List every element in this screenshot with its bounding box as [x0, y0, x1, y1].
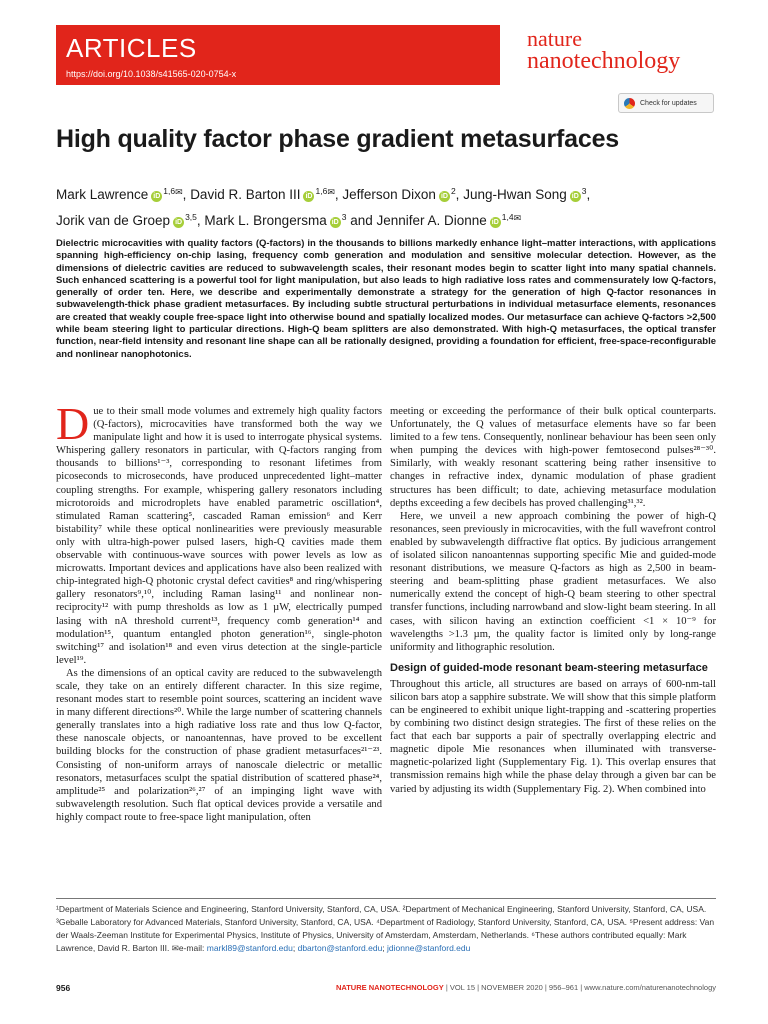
email-icon[interactable]: ✉ — [513, 213, 522, 223]
email-icon[interactable]: ✉ — [327, 187, 335, 197]
affiliations-footnote: ¹Department of Materials Science and Engineering, Stanford University, Stanford, CA, USA. ²Department of Mechanical Engineering, Stanford University, Stanford, CA, USA. ³Geballe Laboratory for Advanced Materials, Stanford University, Stanford, CA, USA. ⁴Department of Radiology, Stanford University, Stanford, CA, USA. ⁵Present address: Van der Waals-Zeeman Institute for Experimental Physics, Institute of Physics, University of Amsterdam, Amsterdam, Netherlands. ⁶These authors contributed equally: Mark Lawrence, David R. Barton III. ✉e-mail: markl89@stanford.edu; dbarton@stanford.edu; jdionne@stanford.edu — [56, 904, 715, 953]
body-column-right — [390, 405, 716, 796]
check-for-updates-button[interactable] — [618, 93, 714, 113]
author[interactable] — [190, 187, 335, 202]
email-link[interactable]: jdionne@stanford.edu — [387, 943, 471, 953]
orcid-icon[interactable]: iD — [175, 219, 183, 226]
section-banner — [56, 25, 500, 85]
orcid-icon[interactable]: iD — [571, 193, 579, 200]
drop-cap: D — [56, 398, 90, 449]
section-label: ARTICLES — [66, 33, 197, 63]
email-link[interactable]: dbarton@stanford.edu — [297, 943, 383, 953]
journal-logo[interactable] — [527, 27, 680, 73]
affiliation-marker: 1,4 — [501, 212, 514, 222]
affiliation-marker: 1,6 — [315, 186, 328, 196]
author[interactable] — [204, 213, 346, 228]
author[interactable] — [342, 187, 455, 202]
body-paragraph: Throughout this article, all structures are based on arrays of 600-nm-tall silicon bars atop a sapphire substrate. We will show that this simple platform can be engineered to exhibit unique light-trapping and -scattering properties by combining two distinct design strategies. The first of these relies on the fact that each bar supports a pair of spectrally overlapping electric and magnetic dipole Mie resonances when illuminated with transverse-magnetic-polarized light (Supplementary Fig. 1). This overlap ensures that transmission remains high while the phase delay through a given bar can be varied by adjusting its width (Supplementary Fig. 2). When combined into — [390, 678, 716, 795]
author-name: Mark L. Brongersma — [204, 213, 327, 228]
body-column-left — [56, 398, 382, 824]
body-paragraph: As the dimensions of an optical cavity are reduced to the subwavelength scale, they take on an entirely different character. In this size regime, resonant modes start to resemble point sources, scattering an incident wave in many different directions²⁰. While the large number of scattering channels generally translates into a high radiative loss rate and thus low Q-factor, these nanoscale objects, or nanoantennas, have proved to be excellent building blocks for the construction of phase gradient metasurfaces²¹⁻²³. Consisting of non-uniform arrays of nanoscale dielectric or metallic resonators, metasurfaces sculpt the spatial distribution of scattered phase²⁴, amplitude²⁵ and polarization²⁶,²⁷ of an impinging light wave with subwavelength resolution. Such flat optical devices provide a versatile and highly compact route to free-space light manipulation, often — [56, 667, 382, 823]
check-for-updates-label: Check for updates — [640, 99, 697, 107]
header — [0, 0, 768, 86]
author-name: Jefferson Dixon — [342, 187, 436, 202]
orcid-icon[interactable]: iD — [153, 193, 161, 200]
affiliation-marker: 3,5 — [185, 212, 197, 222]
email-link[interactable]: markl89@stanford.edu — [206, 943, 293, 953]
author-name: Mark Lawrence — [56, 187, 149, 202]
footer-journal-name: NATURE NANOTECHNOLOGY — [335, 983, 444, 992]
journal-logo-line2: nanotechnology — [527, 48, 681, 74]
affiliation-marker: 2 — [450, 186, 456, 196]
email-icon[interactable]: ✉ — [175, 187, 183, 197]
author-name: Jorik van de Groep — [56, 213, 171, 228]
orcid-icon[interactable]: iD — [305, 193, 313, 200]
section-heading: Design of guided-mode resonant beam-steering metasurface — [390, 661, 708, 674]
orcid-icon[interactable]: iD — [331, 219, 339, 226]
intro-paragraph: Due to their small mode volumes and extremely high quality factors (Q-factors), microcavities have transformed both the way we manipulate light and how it is used to interrogate physical systems. Whispering gallery resonators in particular, with Q-factors ranging from thousands to billions¹⁻³, corresponding to resonant lifetimes from picoseconds to microseconds, have produced unprecedented light–matter coupling strengths. For example, whispering gallery resonators including microtoroids and microdroplets have enabled parametric oscillation⁴, stimulated Raman scattering⁵, cascaded Raman emission⁶ and Kerr bistability⁷ while these optical nonlinearities were previously measurable only with ultra-high-power pulsed lasers, high-Q cavities made them observable with continuous-wave sources with power levels as low as microwatts. Important devices and applications have also been realized with chip-integrated high-Q photonic crystal defect cavities⁸ and ring/whispering gallery resonators⁹,¹⁰, including Raman lasing¹¹ and nonlinear non-reciprocity¹² with pump thresholds as low as 1 µW, electrically pumped lasing with nA threshold current¹³, frequency comb generation¹⁴ and modulation¹⁵, quantum entangled photon generation¹⁶, single-photon switching¹⁷ and isolation¹⁸ and even virus detection at the single-particle level¹⁹. — [56, 398, 382, 666]
author[interactable] — [463, 187, 586, 202]
affiliation-marker: 1,6 — [163, 186, 176, 196]
author[interactable] — [376, 213, 521, 228]
body-paragraph: Here, we unveil a new approach combining the power of high-Q resonances, seen previously in microcavities, with the full wavefront control enabled by subwavelength diffractive flat optics. By judicious arrangement of isolated silicon nanoantennas supporting specific Mie and guided-mode resonant distributions, we measure Q-factors as high as 2,500 in beam-steering and beam-splitting phase gradient metasurfaces. We also numerically extend the concept of high-Q beam steering to other spectral transfer functions, including narrowband and slow-light beam steering. In all cases, with silicon having an extinction coefficient <1 × 10⁻⁹ for wavelengths >1.3 µm, the quality factor is limited only by long-range uniformity and lithographic resolution. — [390, 510, 716, 653]
author-list: Mark Lawrence iD$^{1,6✉}$, David R. Barton III iD$^{1,6✉}$, Jefferson Dixon iD$^2$, Jung-Hwan Song iD$^3$, Jorik van de Groep iD$^{3,5}$, Mark L. Brongersma iD$^3$ and Jennifer A. Dionne iD$^{1,4✉}$ — [56, 186, 591, 228]
author-name: David R. Barton III — [190, 187, 301, 202]
author[interactable] — [56, 187, 183, 202]
page-number: 956 — [56, 983, 71, 993]
doi-link[interactable]: https://doi.org/10.1038/s41565-020-0754-x — [66, 69, 237, 79]
author-name: Jennifer A. Dionne — [376, 213, 487, 228]
author[interactable] — [56, 213, 197, 228]
abstract: Dielectric microcavities with quality factors (Q-factors) in the thousands to billions markedly enhance light–matter interactions, with applications spanning high-efficiency on-chip lasing, frequency comb generation and modulation and sensitive molecular detection. However, as the dimensions of dielectric cavities are reduced to subwavelength scales, their resonant modes begin to scatter light into many spatial channels. Such enhanced scattering is a powerful tool for light manipulation, but also leads to high radiative loss rates and commensurately low Q-factors, generally of order ten. Here, we describe and experimentally demonstrate a strategy for the generation of high Q-factor resonances in subwavelength-thick phase gradient metasurfaces. By including subtle structural perturbations in individual metasurface elements, resonances are created that weakly couple free-space light into otherwise bound and spatially localized modes. Our metasurface can achieve Q-factors >2,500 while beam steering light to particular directions. High-Q beam splitters are also demonstrated. With high-Q metasurfaces, the optical transfer function, near-field intensity and resonant line shape can all be rationally designed, providing a foundation for efficient, free-space-reconfigurable and nonlinear nanophotonics. — [56, 238, 716, 360]
journal-logo-line1: nature — [527, 26, 582, 51]
orcid-icon[interactable]: iD — [440, 193, 448, 200]
orcid-icon[interactable]: iD — [491, 219, 499, 226]
body-paragraph: meeting or exceeding the performance of their bulk optical counterparts. Unfortunately, the Q values of metasurface elements have so far been limited to a few tens. Consequently, nonlinear behaviour has been seen only when pumping the devices with high-power femtosecond pulses²⁸⁻³⁰. Similarly, with weakly resonant scattering being rather insensitive to changes in refractive index, dynamic modulation of phase gradient structures has been difficult; to date, achieving metasurface modulation depths exceeding a few decibels has proved challenging³¹,³². — [390, 406, 716, 509]
crossmark-icon — [624, 98, 635, 109]
author-name: Jung-Hwan Song — [463, 187, 567, 202]
footnote-divider — [56, 898, 716, 899]
footer-journal-info: NATURE NANOTECHNOLOGY | VOL 15 | NOVEMBER 2020 | 956–961 | www.nature.com/naturenanotechnology — [335, 983, 716, 992]
affiliation-marker: 3 — [341, 212, 347, 222]
affiliation-marker: 3 — [581, 186, 587, 196]
paper-title: High quality factor phase gradient metasurfaces — [56, 125, 619, 153]
